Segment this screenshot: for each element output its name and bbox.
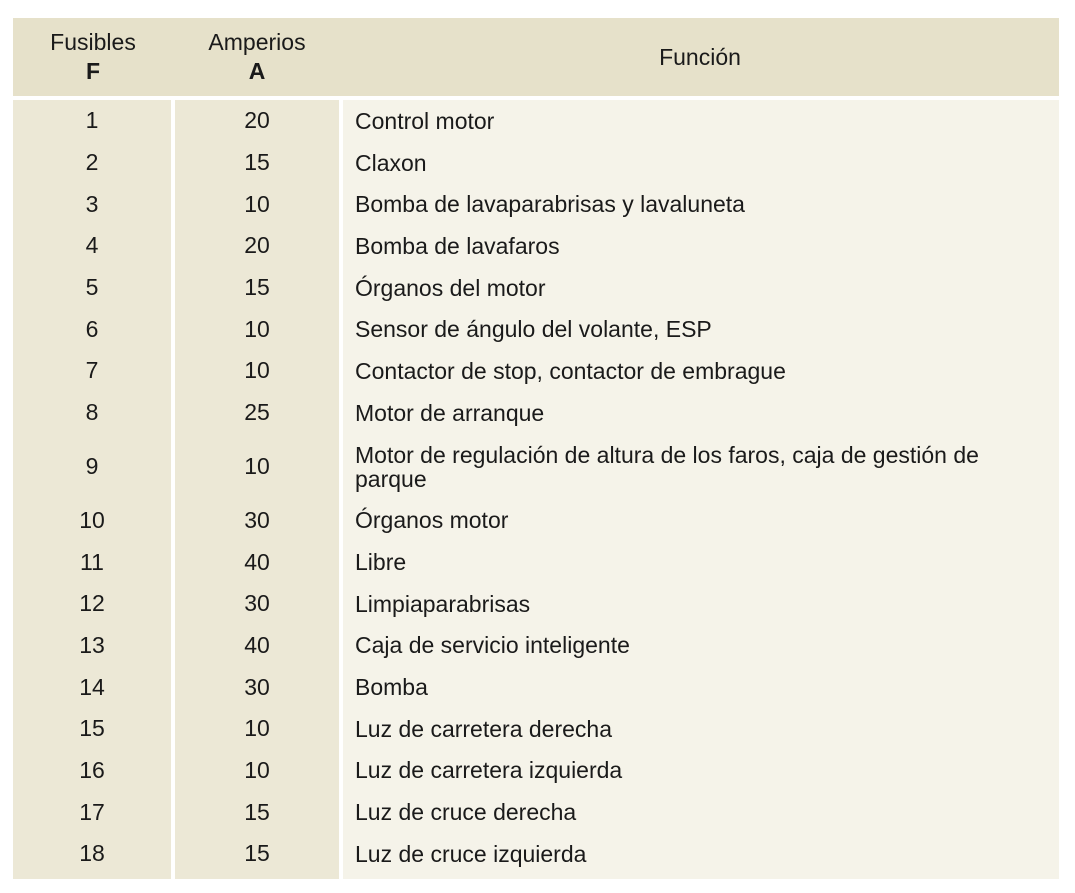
- fuse-number-cell: 17: [79, 798, 105, 825]
- table-row: [13, 267, 1059, 309]
- function-cell: Bomba: [355, 674, 428, 701]
- amperage-cell: 15: [244, 798, 270, 825]
- function-cell: Limpiaparabrisas: [355, 590, 531, 617]
- amperage-cell: 30: [244, 590, 270, 617]
- table-row: [13, 791, 1059, 833]
- table-row: [13, 750, 1059, 792]
- header-function: [341, 18, 1059, 96]
- table-row: [13, 708, 1059, 750]
- header-amperes-label: Amperios: [208, 29, 306, 55]
- fuse-number-cell: 16: [79, 756, 105, 783]
- table-row: [13, 833, 1059, 875]
- table-row: [13, 308, 1059, 350]
- table-row: [13, 434, 1059, 500]
- amperage-cell: 15: [244, 274, 270, 301]
- header-fuses-symbol: F: [85, 58, 101, 84]
- fuse-number-cell: 13: [79, 631, 105, 658]
- table-row: [13, 183, 1059, 225]
- amperage-cell: 15: [244, 149, 270, 176]
- function-cell: Luz de carretera izquierda: [355, 757, 623, 784]
- table-row: [13, 625, 1059, 667]
- fuse-number-cell: 14: [79, 673, 105, 700]
- amperage-cell: 20: [244, 232, 270, 259]
- amperage-cell: 15: [244, 840, 270, 867]
- table-header: [13, 18, 1059, 96]
- function-cell: Bomba de lavafaros: [355, 232, 560, 259]
- amperage-cell: 40: [244, 548, 270, 575]
- amperage-cell: 10: [244, 715, 270, 742]
- table-row: [13, 541, 1059, 583]
- table-row: [13, 392, 1059, 434]
- amperage-cell: 30: [244, 506, 270, 533]
- fuse-number-cell: 6: [85, 315, 99, 342]
- fuse-number-cell: 12: [79, 590, 105, 617]
- function-cell: Libre: [355, 549, 407, 576]
- header-function-label: Función: [659, 43, 741, 70]
- amperage-cell: 25: [244, 399, 270, 426]
- function-cell: Motor de regulación de altura de los faros, caja de gestión de parque: [355, 441, 979, 492]
- function-cell: Contactor de stop, contactor de embrague: [355, 357, 786, 384]
- fuse-number-cell: 5: [85, 274, 99, 301]
- header-amperes-symbol: A: [248, 58, 266, 84]
- function-cell: Claxon: [355, 149, 427, 176]
- table-row: [13, 100, 1059, 142]
- function-cell: Órganos motor: [355, 507, 509, 534]
- amperage-cell: 10: [244, 190, 270, 217]
- table-row: [13, 350, 1059, 392]
- amperage-cell: 10: [244, 315, 270, 342]
- fuse-number-cell: 18: [79, 840, 105, 867]
- amperage-cell: 20: [244, 107, 270, 134]
- fuse-number-cell: 4: [85, 232, 99, 259]
- amperage-cell: 10: [244, 453, 270, 479]
- header-fuses: [13, 18, 173, 96]
- fuse-number-cell: 9: [85, 453, 99, 479]
- function-cell: Luz de carretera derecha: [355, 715, 612, 742]
- function-cell: Control motor: [355, 107, 495, 134]
- fuse-number-cell: 8: [85, 399, 99, 426]
- fuse-number-cell: 7: [85, 357, 99, 384]
- table-row: [13, 583, 1059, 625]
- table-body: [13, 100, 1059, 875]
- function-cell: Sensor de ángulo del volante, ESP: [355, 316, 712, 343]
- function-cell: Luz de cruce derecha: [355, 799, 577, 826]
- header-amperes: [173, 18, 341, 96]
- fuse-number-cell: 15: [79, 715, 105, 742]
- fuse-number-cell: 2: [85, 149, 99, 176]
- amperage-cell: 10: [244, 756, 270, 783]
- function-cell: Bomba de lavaparabrisas y lavaluneta: [355, 191, 745, 218]
- amperage-cell: 10: [244, 357, 270, 384]
- function-cell: Órganos del motor: [355, 274, 546, 301]
- function-cell: Motor de arranque: [355, 399, 545, 426]
- table-row: [13, 142, 1059, 184]
- function-cell: Luz de cruce izquierda: [355, 840, 587, 867]
- table-row: [13, 225, 1059, 267]
- function-cell: Caja de servicio inteligente: [355, 632, 630, 659]
- table-row: [13, 666, 1059, 708]
- fuse-number-cell: 11: [80, 548, 104, 575]
- fuse-number-cell: 3: [85, 190, 99, 217]
- amperage-cell: 30: [244, 673, 270, 700]
- header-fuses-label: Fusibles: [50, 29, 136, 55]
- fuse-number-cell: 1: [85, 107, 99, 134]
- fuse-table: [13, 18, 1059, 879]
- amperage-cell: 40: [244, 631, 270, 658]
- fuse-number-cell: 10: [79, 506, 105, 533]
- table-row: [13, 500, 1059, 542]
